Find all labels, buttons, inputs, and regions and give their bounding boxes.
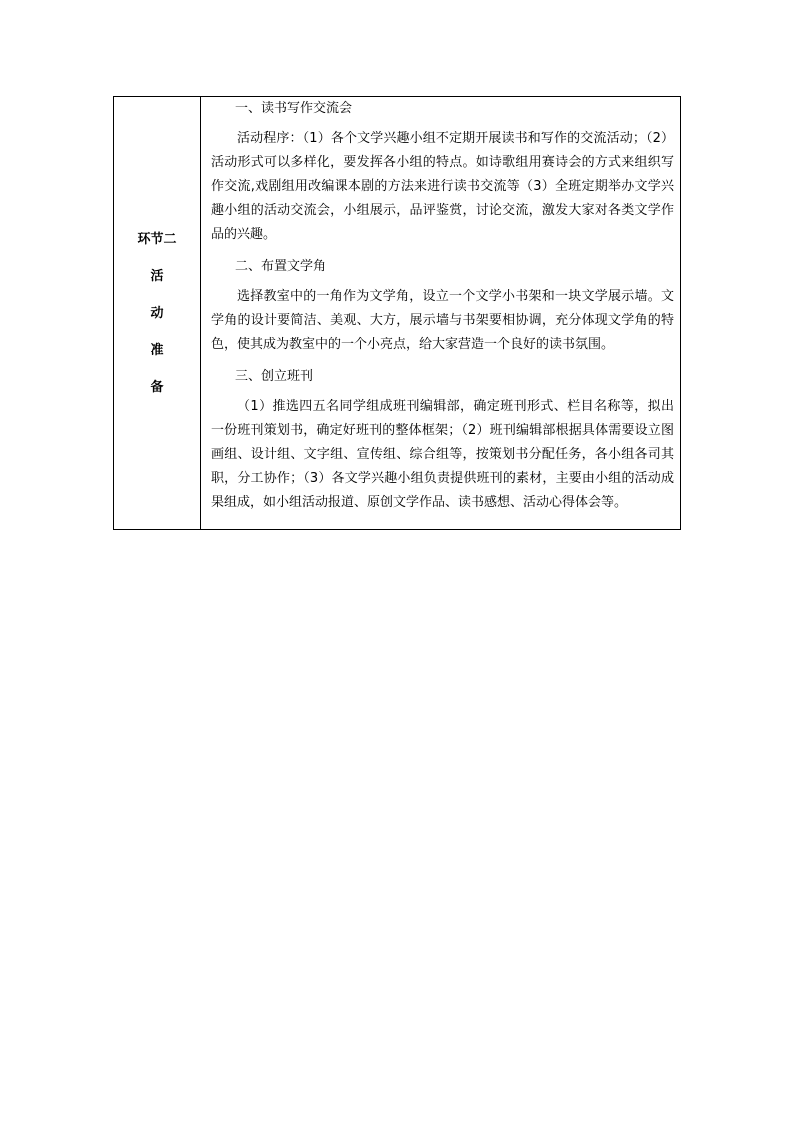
section-title-reading-exchange: 一、读书写作交流会 <box>235 101 353 116</box>
activity-plan-table <box>113 96 681 530</box>
stage-label-cell <box>114 97 201 530</box>
stage-label <box>114 221 200 406</box>
content-cell <box>201 97 681 530</box>
section-body-literature-corner: 选择教室中的一角作为文学角，设立一个文学小书架和一块文学展示墙。文学角的设计要简洁、美观、大方，展示墙与书架要相协调，充分体现文学角的特色，使其成为教室中的一个小亮点，给大家营造一个良好的读书氛围。 <box>211 289 674 352</box>
section-title-class-journal: 三、创立班刊 <box>235 369 314 384</box>
section-body-class-journal: （1）推选四五名同学组成班刊编辑部，确定班刊形式、栏目名称等，拟出一份班刊策划书，确定好班刊的整体框架；（2）班刊编辑部根据具体需要设立图画组、设计组、文字组、宣传组、综合组等，按策划书分配任务，各小组各司其职，分工协作；（3）各文学兴趣小组负责提供班刊的素材，主要由小组的活动成果组成，如小组活动报道、原创文学作品、读书感想、活动心得体会等。 <box>211 399 674 510</box>
stage-label-char: 动 <box>150 305 164 321</box>
stage-label-line: 环节二 <box>137 231 177 247</box>
table-row <box>114 97 681 530</box>
stage-label-char: 活 <box>150 268 164 284</box>
stage-label-char: 备 <box>150 379 164 395</box>
stage-label-char: 准 <box>150 342 164 358</box>
section-title-literature-corner: 二、布置文学角 <box>235 259 327 274</box>
section-body-reading-exchange: 活动程序：（1）各个文学兴趣小组不定期开展读书和写作的交流活动；（2）活动形式可以多样化，要发挥各小组的特点。如诗歌组用赛诗会的方式来组织写作交流,戏剧组用改编课本剧的方法来进行读书交流等（3）全班定期举办文学兴趣小组的活动交流会，小组展示，品评鉴赏，讨论交流，激发大家对各类文学作品的兴趣。 <box>211 131 674 242</box>
